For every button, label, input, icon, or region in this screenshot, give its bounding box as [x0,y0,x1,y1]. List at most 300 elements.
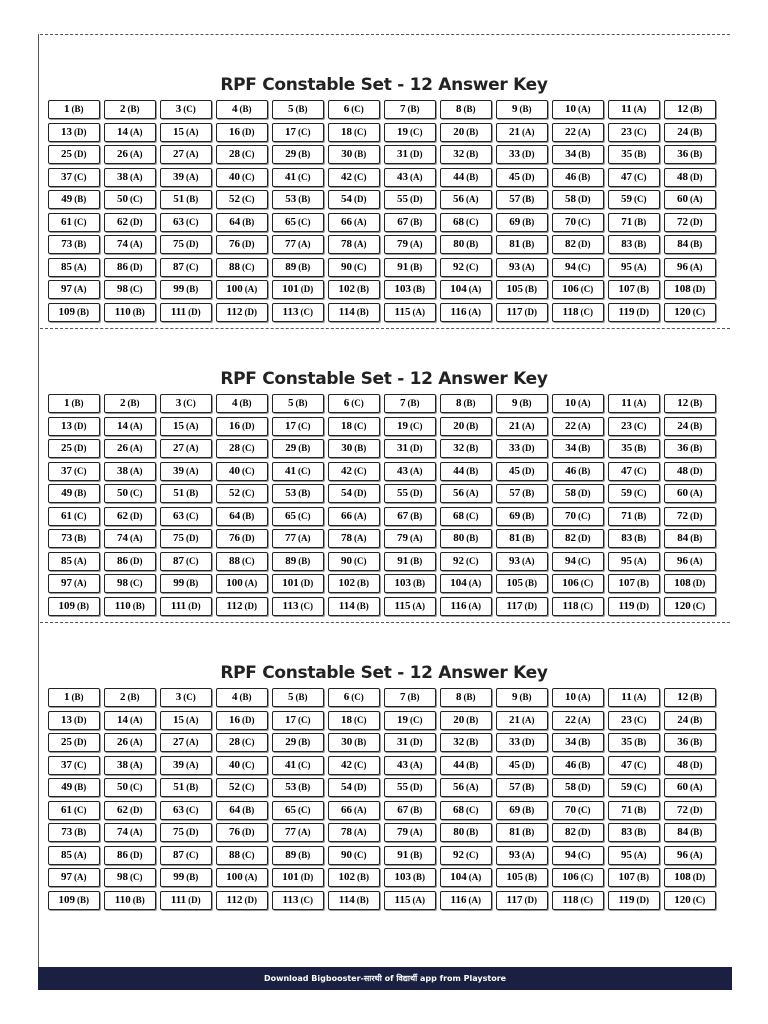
question-number: 39 [173,170,184,183]
answer-cell [272,688,324,707]
answer-cell [440,778,492,797]
answer-cell [384,507,436,526]
answer-option: (B) [354,443,367,453]
question-number: 51 [173,193,185,205]
answer-option: (C) [74,216,87,227]
question-number: 31 [397,442,408,454]
answer-option: (A) [130,443,143,453]
question-number: 18 [341,713,352,726]
question-number: 109 [58,599,75,612]
answer-cell [552,891,604,910]
answer-cell [384,778,436,797]
answer-option: (D) [74,714,87,725]
answer-cell [272,100,324,119]
answer-option: (C) [692,306,706,317]
question-number: 101 [282,871,299,883]
answer-option: (C) [130,782,143,792]
answer-cell [104,123,156,142]
question-number: 73 [61,238,73,250]
question-number: 21 [509,419,520,432]
answer-cell [664,190,716,209]
answer-option: (B) [690,149,703,159]
answer-cell [664,597,716,616]
answer-option: (B) [578,149,591,159]
answer-option: (D) [74,126,87,137]
answer-cell [552,778,604,797]
answer-cell [48,123,100,142]
answer-option: (B) [463,104,476,114]
answer-option: (B) [410,261,423,272]
answer-option: (C) [578,849,591,860]
question-number: 4 [232,397,238,409]
answer-cell [272,801,324,820]
answer-option: (C) [242,149,255,159]
answer-cell [384,552,436,571]
answer-option: (A) [468,306,481,317]
question-number: 114 [338,893,355,906]
answer-option: (B) [298,555,311,566]
question-number: 15 [173,125,184,138]
question-number: 109 [58,893,75,906]
question-number: 28 [229,736,240,748]
answer-cell [48,778,100,797]
question-number: 117 [506,599,523,612]
answer-option: (B) [634,149,647,159]
answer-cell [552,280,604,299]
question-number: 94 [565,260,576,273]
answer-cell [272,168,324,187]
question-number: 90 [341,260,352,273]
answer-option: (C) [186,849,199,860]
answer-option: (C) [634,759,647,770]
question-number: 24 [677,419,689,432]
answer-cell [104,823,156,842]
answer-option: (B) [634,533,647,543]
question-number: 92 [453,554,464,567]
answer-option: (C) [634,488,647,498]
question-number: 34 [565,736,577,748]
answer-cell [104,100,156,119]
question-number: 91 [397,554,409,567]
answer-cell [496,417,548,436]
answer-option: (C) [242,782,255,792]
question-number: 23 [621,419,632,432]
answer-cell [664,552,716,571]
answer-option: (B) [466,149,479,159]
answer-cell [552,597,604,616]
question-number: 35 [621,148,633,160]
answer-option: (A) [74,555,87,566]
answer-option: (B) [466,420,479,431]
question-number: 90 [341,554,352,567]
question-number: 29 [285,736,297,748]
question-number: 69 [509,215,521,228]
answer-cell [552,394,604,413]
answer-cell [496,846,548,865]
question-number: 13 [61,419,72,432]
answer-cell [216,394,268,413]
question-number: 110 [114,893,131,906]
question-number: 61 [61,215,72,228]
answer-cell [664,394,716,413]
answer-option: (C) [74,804,87,815]
question-number: 43 [397,170,408,183]
answer-cell [440,303,492,322]
answer-cell [328,529,380,548]
answer-option: (C) [130,284,143,294]
answer-option: (B) [522,488,535,498]
answer-cell [608,507,660,526]
question-number: 105 [506,283,523,295]
question-number: 96 [677,554,688,567]
question-number: 46 [565,758,577,771]
answer-cell [328,145,380,164]
answer-cell [552,529,604,548]
answer-cell [608,688,660,707]
question-number: 3 [175,691,182,703]
answer-option: (A) [468,578,482,588]
answer-cell [216,711,268,730]
answer-option: (B) [239,398,252,408]
question-number: 119 [618,305,635,318]
answer-option: (B) [410,804,423,815]
answer-cell [440,417,492,436]
answer-option: (D) [522,443,535,453]
question-number: 95 [621,554,632,567]
answer-cell [664,439,716,458]
answer-option: (A) [186,126,199,137]
answer-cell [608,711,660,730]
question-number: 26 [117,148,128,160]
answer-option: (C) [634,782,647,792]
question-number: 81 [509,826,521,838]
answer-option: (C) [354,465,367,476]
answer-cell [104,439,156,458]
answer-option: (B) [522,510,535,521]
question-number: 30 [341,736,353,748]
answer-option: (A) [633,398,647,408]
answer-cell [272,597,324,616]
question-number: 48 [677,464,688,477]
question-number: 100 [226,283,243,295]
question-number: 71 [621,509,633,522]
answer-cell [160,462,212,481]
question-number: 56 [453,781,464,793]
answer-cell [104,507,156,526]
answer-option: (A) [633,104,647,114]
question-number: 47 [621,758,632,771]
question-number: 86 [117,848,128,861]
answer-option: (B) [578,443,591,453]
answer-option: (A) [130,239,143,249]
question-number: 41 [285,464,296,477]
answer-cell [272,552,324,571]
answer-cell [552,303,604,322]
answer-cell [440,168,492,187]
answer-cell [664,213,716,232]
answer-cell [496,711,548,730]
answer-option: (D) [354,488,367,498]
question-number: 1 [64,103,70,115]
question-number: 55 [397,487,408,499]
answer-cell [272,280,324,299]
answer-option: (C) [634,465,647,476]
answer-option: (D) [300,872,314,882]
question-number: 33 [509,442,520,454]
answer-cell [216,100,268,119]
answer-cell [48,190,100,209]
answer-option: (A) [244,284,258,294]
answer-cell [328,235,380,254]
question-number: 6 [343,691,350,703]
question-number: 112 [226,305,243,318]
question-number: 3 [175,103,182,115]
question-number: 68 [453,803,464,816]
question-number: 60 [677,781,688,793]
question-number: 16 [229,419,240,432]
question-number: 83 [621,238,633,250]
question-number: 88 [229,554,240,567]
answer-option: (D) [692,872,706,882]
answer-cell [160,190,212,209]
question-number: 72 [677,509,688,522]
answer-cell [272,711,324,730]
answer-cell [328,123,380,142]
answer-option: (A) [130,714,143,725]
answer-cell [48,574,100,593]
answer-cell [608,891,660,910]
answer-option: (B) [634,804,647,815]
answer-cell [608,597,660,616]
question-number: 107 [618,283,635,295]
answer-option: (A) [578,692,591,702]
answer-option: (C) [183,692,196,702]
question-number: 89 [285,554,297,567]
question-number: 95 [621,260,632,273]
answer-cell [104,213,156,232]
answer-cell [664,280,716,299]
answer-option: (C) [354,126,367,137]
answer-cell [664,417,716,436]
answer-cell [608,529,660,548]
answer-option: (B) [522,782,535,792]
answer-option: (C) [692,600,706,611]
answer-cell [216,846,268,865]
answer-cell [496,756,548,775]
answer-cell [104,574,156,593]
answer-option: (B) [463,398,476,408]
question-number: 67 [397,803,409,816]
question-number: 105 [506,577,523,589]
answer-option: (C) [298,126,311,137]
answer-cell [440,462,492,481]
answer-option: (A) [130,149,143,159]
answer-option: (B) [357,284,369,294]
answer-cell [608,123,660,142]
answer-cell [496,823,548,842]
answer-option: (A) [74,261,87,272]
answer-cell [664,891,716,910]
answer-option: (A) [690,782,703,792]
question-number: 100 [226,871,243,883]
answer-cell [328,258,380,277]
answer-option: (D) [524,894,537,905]
question-number: 10 [565,397,576,409]
question-number: 101 [282,577,299,589]
question-number: 32 [453,442,465,454]
answer-cell [608,168,660,187]
answer-option: (D) [578,239,591,249]
question-number: 37 [61,758,72,771]
answer-option: (B) [127,692,140,702]
question-number: 92 [453,260,464,273]
question-number: 2 [120,691,126,703]
question-number: 48 [677,170,688,183]
answer-option: (C) [410,714,423,725]
question-number: 32 [453,148,465,160]
answer-option: (D) [636,894,649,905]
question-number: 21 [509,125,520,138]
answer-cell [496,507,548,526]
question-number: 55 [397,781,408,793]
answer-option: (B) [690,443,703,453]
answer-cell [160,484,212,503]
question-number: 107 [618,577,635,589]
question-number: 11 [621,691,632,703]
answer-option: (D) [524,306,537,317]
answer-option: (B) [466,737,479,747]
answer-option: (C) [183,104,196,114]
question-number: 2 [120,397,126,409]
question-number: 20 [453,125,465,138]
answer-option: (A) [130,126,143,137]
question-number: 103 [394,283,411,295]
question-number: 51 [173,487,185,499]
answer-option: (D) [130,510,143,521]
answer-cell [328,462,380,481]
question-number: 19 [397,713,408,726]
question-number: 62 [117,215,128,228]
answer-option: (A) [354,804,367,815]
answer-cell [48,756,100,775]
answer-cell [664,574,716,593]
answer-option: (D) [578,533,591,543]
question-number: 60 [677,487,688,499]
answer-cell [272,235,324,254]
answer-option: (A) [186,443,199,453]
answer-option: (C) [298,804,311,815]
question-number: 72 [677,803,688,816]
answer-cell [440,190,492,209]
question-number: 68 [453,509,464,522]
question-number: 52 [229,487,240,499]
question-number: 65 [285,803,296,816]
question-number: 36 [677,148,689,160]
question-number: 117 [506,305,523,318]
answer-cell [496,123,548,142]
answer-cell [496,394,548,413]
question-number: 76 [229,532,240,544]
question-number: 11 [621,103,632,115]
answer-cell [160,801,212,820]
question-number: 89 [285,848,297,861]
answer-option: (D) [410,194,423,204]
answer-cell [608,846,660,865]
answer-cell [496,484,548,503]
answer-option: (C) [466,804,479,815]
answer-option: (C) [466,261,479,272]
answer-option: (B) [690,714,703,725]
answer-cell [496,597,548,616]
question-number: 13 [61,713,72,726]
question-number: 69 [509,509,521,522]
answer-option: (A) [468,284,482,294]
answer-option: (B) [295,398,308,408]
question-number: 90 [341,848,352,861]
question-number: 104 [450,871,467,883]
top-dashed-divider [40,34,730,35]
answer-option: (A) [578,714,591,725]
answer-cell [440,123,492,142]
answer-option: (B) [298,194,311,204]
answer-cell [160,145,212,164]
answer-option: (B) [690,239,703,249]
answer-cell [384,123,436,142]
answer-cell [496,213,548,232]
answer-option: (C) [186,510,199,521]
answer-grid [45,100,723,322]
answer-cell [104,168,156,187]
answer-cell [664,168,716,187]
answer-option: (B) [186,194,199,204]
answer-cell [160,417,212,436]
answer-option: (D) [130,849,143,860]
answer-option: (D) [690,465,703,476]
answer-option: (A) [466,194,479,204]
answer-option: (A) [633,692,647,702]
question-number: 79 [397,826,408,838]
answer-option: (D) [578,782,591,792]
answer-option: (C) [634,420,647,431]
answer-option: (B) [690,420,703,431]
question-number: 110 [114,305,131,318]
question-number: 109 [58,305,75,318]
answer-cell [664,529,716,548]
question-number: 3 [175,397,182,409]
answer-cell [664,100,716,119]
answer-option: (B) [634,737,647,747]
question-number: 65 [285,215,296,228]
question-number: 38 [117,170,128,183]
answer-cell [160,235,212,254]
answer-cell [104,688,156,707]
question-number: 59 [621,193,632,205]
answer-option: (D) [186,533,199,543]
question-number: 82 [565,238,576,250]
answer-option: (C) [242,849,255,860]
answer-option: (A) [578,104,591,114]
answer-option: (C) [466,555,479,566]
question-number: 44 [453,758,465,771]
footer-banner: Download Bigbooster-सारथी of विद्यार्थी app from Playstore [38,967,732,990]
question-number: 115 [394,305,411,318]
answer-cell [160,711,212,730]
answer-option: (D) [522,171,535,182]
answer-cell [160,213,212,232]
answer-option: (B) [463,692,476,702]
answer-cell [48,891,100,910]
answer-option: (B) [634,510,647,521]
